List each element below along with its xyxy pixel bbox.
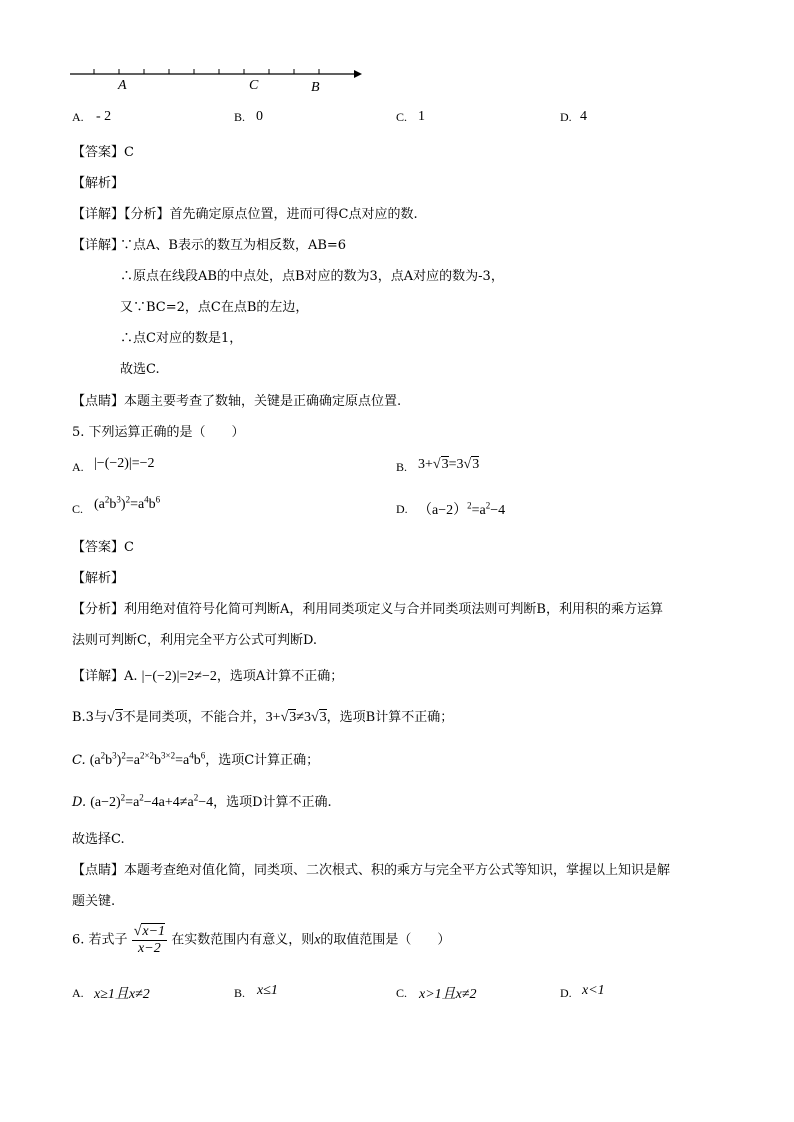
q4-opt-c-value: 1 — [418, 109, 425, 124]
q4-detail-line: ∵点A、B表示的数互为相反数，AB=6 — [120, 238, 347, 253]
q5-detail-b: B.3与√3不是同类项，不能合并，3+√3≠3√3，选项B计算不正确； — [72, 710, 454, 725]
q5-opt-b-expr: 3+√3=3√3 — [418, 457, 480, 472]
q5-opt-c-expr: $(a^2b^3)^2=a^4b^6$ — [94, 494, 161, 512]
q5-opt-d-letter: D. — [396, 502, 408, 516]
q5-detail-d: D. $(a-2)^2=a^2-4a+4\ne a^2-4$，选项D计算不正确. — [72, 792, 332, 810]
q4-opt-d-value: 4 — [580, 109, 587, 124]
q4-opt-c-letter: C. — [396, 110, 408, 124]
q4-opt-a-letter: A. — [72, 110, 84, 124]
q6-opt-a-letter: A. — [72, 986, 84, 1000]
q5-detail-a: 【详解】A. |−(−2)|=2≠−2，选项A计算不正确； — [72, 669, 344, 684]
q6-opt-b-letter: B. — [234, 986, 246, 1000]
q4-detail-line: 又∵BC=2，点C在点B的左边， — [120, 300, 309, 315]
q6-opt-d-value: x<1 — [582, 983, 605, 998]
q5-dianjing-line: 题关键. — [72, 894, 116, 909]
q5-opt-b-letter: B. — [396, 460, 408, 474]
q5-opt-c-letter: C. — [72, 502, 84, 516]
point-label-c: C — [249, 78, 259, 93]
point-label-a: A — [118, 78, 127, 93]
q4-opt-b-letter: B. — [234, 110, 246, 124]
q4-dianjing: 【点睛】本题主要考查了数轴，关键是正确确定原点位置. — [72, 394, 402, 409]
q4-opt-a-value: - 2 — [96, 109, 112, 124]
q4-answer: 【答案】C — [72, 145, 134, 160]
q6-opt-c-letter: C. — [396, 986, 408, 1000]
q4-analysis: 【详解】【分析】首先确定原点位置，进而可得C点对应的数. — [72, 207, 418, 222]
q5-dianjing-line: 【点睛】本题考查绝对值化简，同类项、二次根式、积的乘方与完全平方公式等知识，掌握以上知识是解 — [72, 863, 671, 878]
q4-opt-d-letter: D. — [560, 110, 572, 124]
q4-detail-head: 【详解】 — [72, 238, 125, 253]
q4-jiexi: 【解析】 — [72, 176, 125, 191]
q4-detail-line: 故选C. — [120, 362, 160, 377]
q6-fraction: $\frac{√x-1}{x-2}$ — [133, 924, 166, 956]
q5-opt-a-expr: |−(−2)|=−2 — [94, 456, 155, 471]
q6-opt-c-value: x>1且x≠2 — [419, 987, 477, 1002]
point-label-b: B — [311, 80, 320, 95]
q5-analysis-line: 法则可判断C，利用完全平方公式可判断D. — [72, 633, 318, 648]
q5-opt-a-letter: A. — [72, 460, 84, 474]
q6-opt-d-letter: D. — [560, 986, 572, 1000]
q5-jiexi: 【解析】 — [72, 571, 125, 586]
q5-analysis-line: 【分析】利用绝对值符号化简可判断A，利用同类项定义与合并同类项法则可判断B，利用积的乘方运算 — [72, 602, 663, 617]
q5-detail-c: C. $(a^2b^3)^2=a^{2\times 2}b^{3\times 2}=a^4b^6$，选项C计算正确； — [72, 750, 320, 768]
q5-opt-d-expr: $(a-2)^2=a^2-4$ — [418, 500, 506, 518]
q4-detail-line: ∴原点在线段AB的中点处，点B对应的数为3，点A对应的数为-3， — [120, 269, 504, 284]
q6-opt-b-value: x≤1 — [257, 983, 278, 998]
q5-stem: 5. 下列运算正确的是（ ） — [72, 425, 245, 440]
q6-stem: 6. 若式子 $\frac{√x-1}{x-2}$ 在实数范围内有意义，则x的取值范围是（ ） — [72, 924, 451, 956]
q6-opt-a-value: x≥1且x≠2 — [94, 987, 150, 1002]
q4-detail-line: ∴点C对应的数是1， — [120, 331, 243, 346]
q5-answer: 【答案】C — [72, 540, 134, 555]
q4-opt-b-value: 0 — [256, 109, 263, 124]
number-line — [70, 64, 370, 94]
q5-conclude: 故选择C. — [72, 832, 125, 847]
